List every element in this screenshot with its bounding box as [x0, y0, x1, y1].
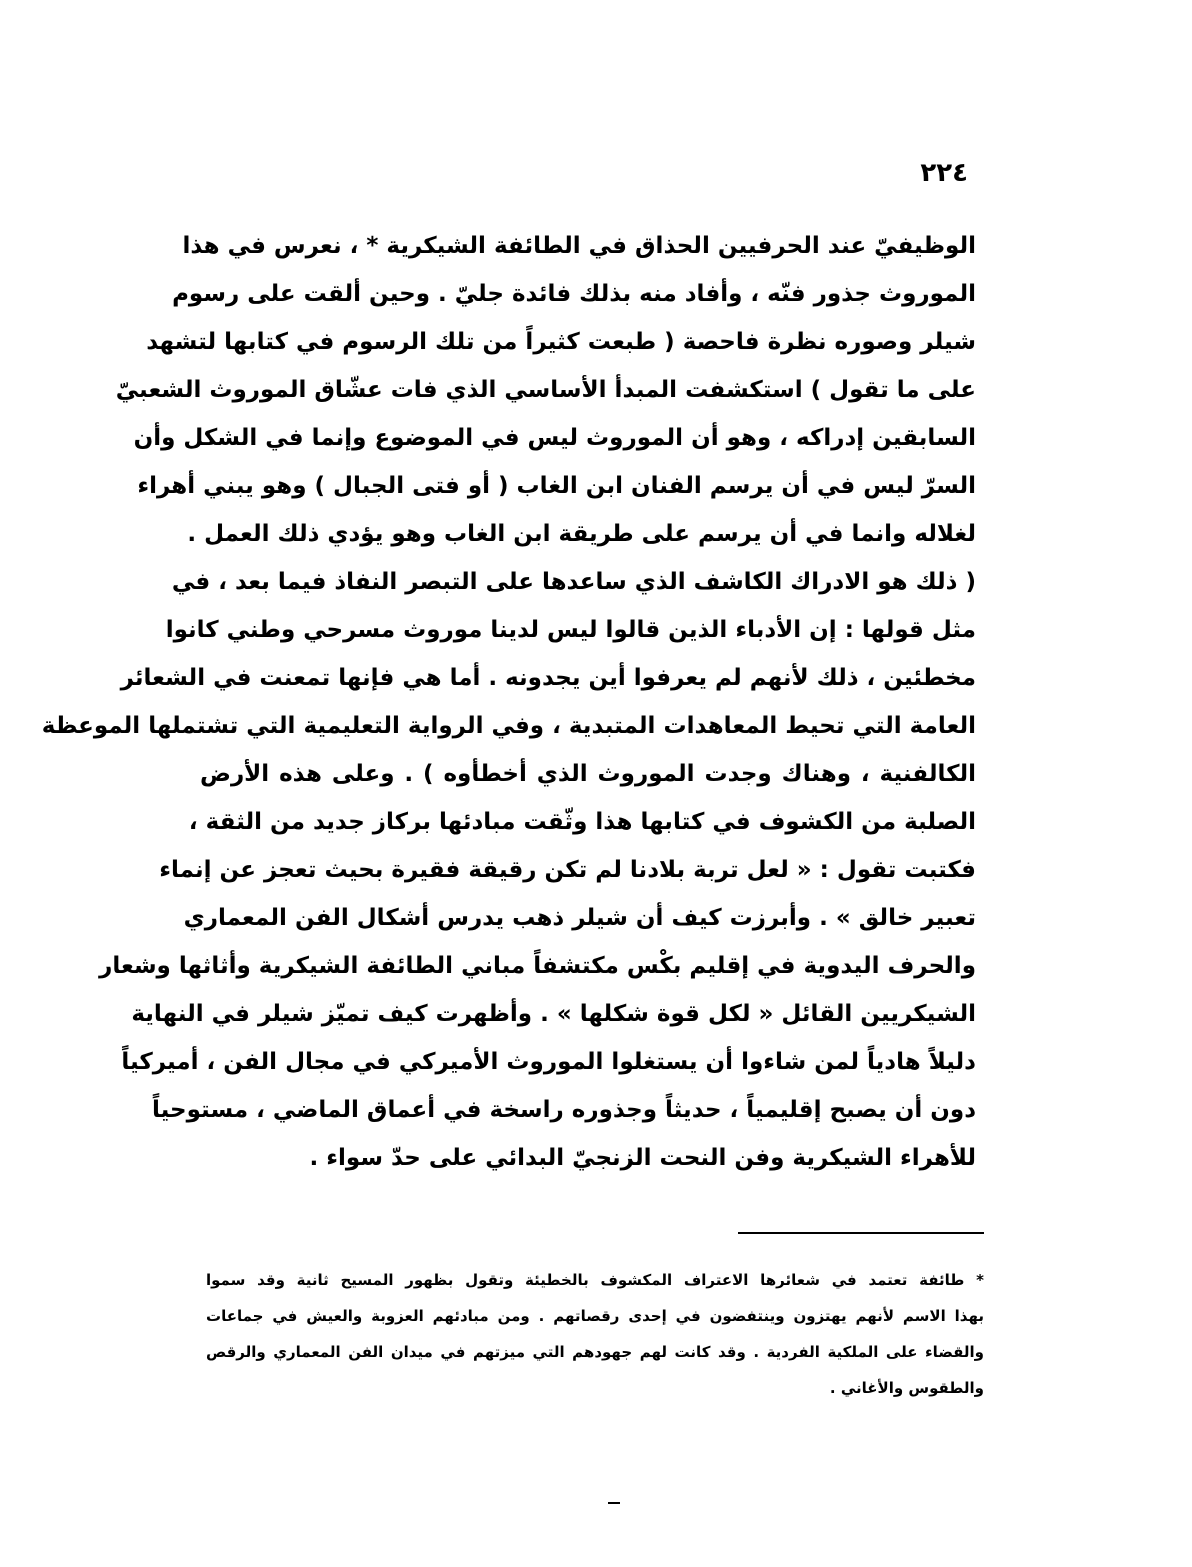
footnote-line: والقضاء على الملكية الفردية . وقد كانت لهم جهودهم التي ميزتهم في ميدان الفن المعماري والرقص	[206, 1343, 984, 1361]
footnote	[206, 1262, 984, 1406]
text-line: دليلاً هادياً لمن شاءوا أن يستغلوا الموروث الأميركي في مجال الفن ، أميركياً	[121, 1049, 976, 1075]
scan-mark	[608, 1502, 620, 1504]
text-line: فكتبت تقول : « لعل تربة بلادنا لم تكن رقيقة فقيرة بحيث تعجز عن إنماء	[159, 857, 976, 883]
text-line: ( ذلك هو الادراك الكاشف الذي ساعدها على التبصر النفاذ فيما بعد ، في	[171, 569, 976, 595]
body-text	[41, 222, 976, 1182]
footnote-line: بهذا الاسم لأنهم يهتزون وينتفضون في إحدى رقصاتهم . ومن مبادئهم العزوبة والعيش في جماعات	[206, 1307, 984, 1325]
text-line: للأهراء الشيكرية وفن النحت الزنجيّ البدائي على حدّ سواء .	[309, 1145, 976, 1171]
text-line: مثل قولها : إن الأدباء الذين قالوا ليس لدينا موروث مسرحي وطني كانوا	[165, 617, 976, 643]
text-line: السرّ ليس في أن يرسم الفنان ابن الغاب ( أو فتى الجبال ) وهو يبني أهراء	[137, 473, 976, 499]
text-line: على ما تقول ) استكشفت المبدأ الأساسي الذي فات عشّاق الموروث الشعبيّ	[115, 377, 976, 403]
text-line: الموروث جذور فنّه ، وأفاد منه بذلك فائدة جليّ . وحين ألقت على رسوم	[172, 281, 976, 307]
text-line: السابقين إدراكه ، وهو أن الموروث ليس في الموضوع وإنما في الشكل وأن	[133, 425, 976, 451]
footnote-line: والطقوس والأغاني .	[829, 1379, 984, 1397]
text-line: والحرف اليدوية في إقليم بكْس مكتشفاً مباني الطائفة الشيكرية وأثاثها وشعار	[99, 953, 976, 979]
text-line: مخطئين ، ذلك لأنهم لم يعرفوا أين يجدونه . أما هي فإنها تمعنت في الشعائر	[120, 665, 976, 691]
text-line: الكالفنية ، وهناك وجدت الموروث الذي أخطأوه ) . وعلى هذه الأرض	[200, 761, 976, 787]
text-line: العامة التي تحيط المعاهدات المتبدية ، وفي الرواية التعليمية التي تشتملها الموعظة	[41, 713, 976, 739]
page-number: ٢٢٤	[920, 158, 968, 188]
text-line: شيلر وصوره نظرة فاحصة ( طبعت كثيراً من تلك الرسوم في كتابها لتشهد	[146, 329, 976, 355]
text-line: لغلاله وانما في أن يرسم على طريقة ابن الغاب وهو يؤدي ذلك العمل .	[187, 521, 976, 547]
text-line: الشيكريين القائل « لكل قوة شكلها » . وأظهرت كيف تميّز شيلر في النهاية	[131, 1001, 976, 1027]
text-line: دون أن يصبح إقليمياً ، حديثاً وجذوره راسخة في أعماق الماضي ، مستوحياً	[152, 1097, 976, 1123]
text-line: الوظيفيّ عند الحرفيين الحذاق في الطائفة الشيكرية * ، نعرس في هذا	[182, 233, 976, 259]
footnote-separator	[738, 1232, 984, 1234]
footnote-line: * طائفة تعتمد في شعائرها الاعتراف المكشوف بالخطيئة وتقول بظهور المسيح ثانية وقد سموا	[206, 1271, 984, 1289]
text-line: الصلبة من الكشوف في كتابها هذا وثّقت مبادئها بركاز جديد من الثقة ،	[188, 809, 976, 835]
text-line: تعبير خالق » . وأبرزت كيف أن شيلر ذهب يدرس أشكال الفن المعماري	[183, 905, 976, 931]
